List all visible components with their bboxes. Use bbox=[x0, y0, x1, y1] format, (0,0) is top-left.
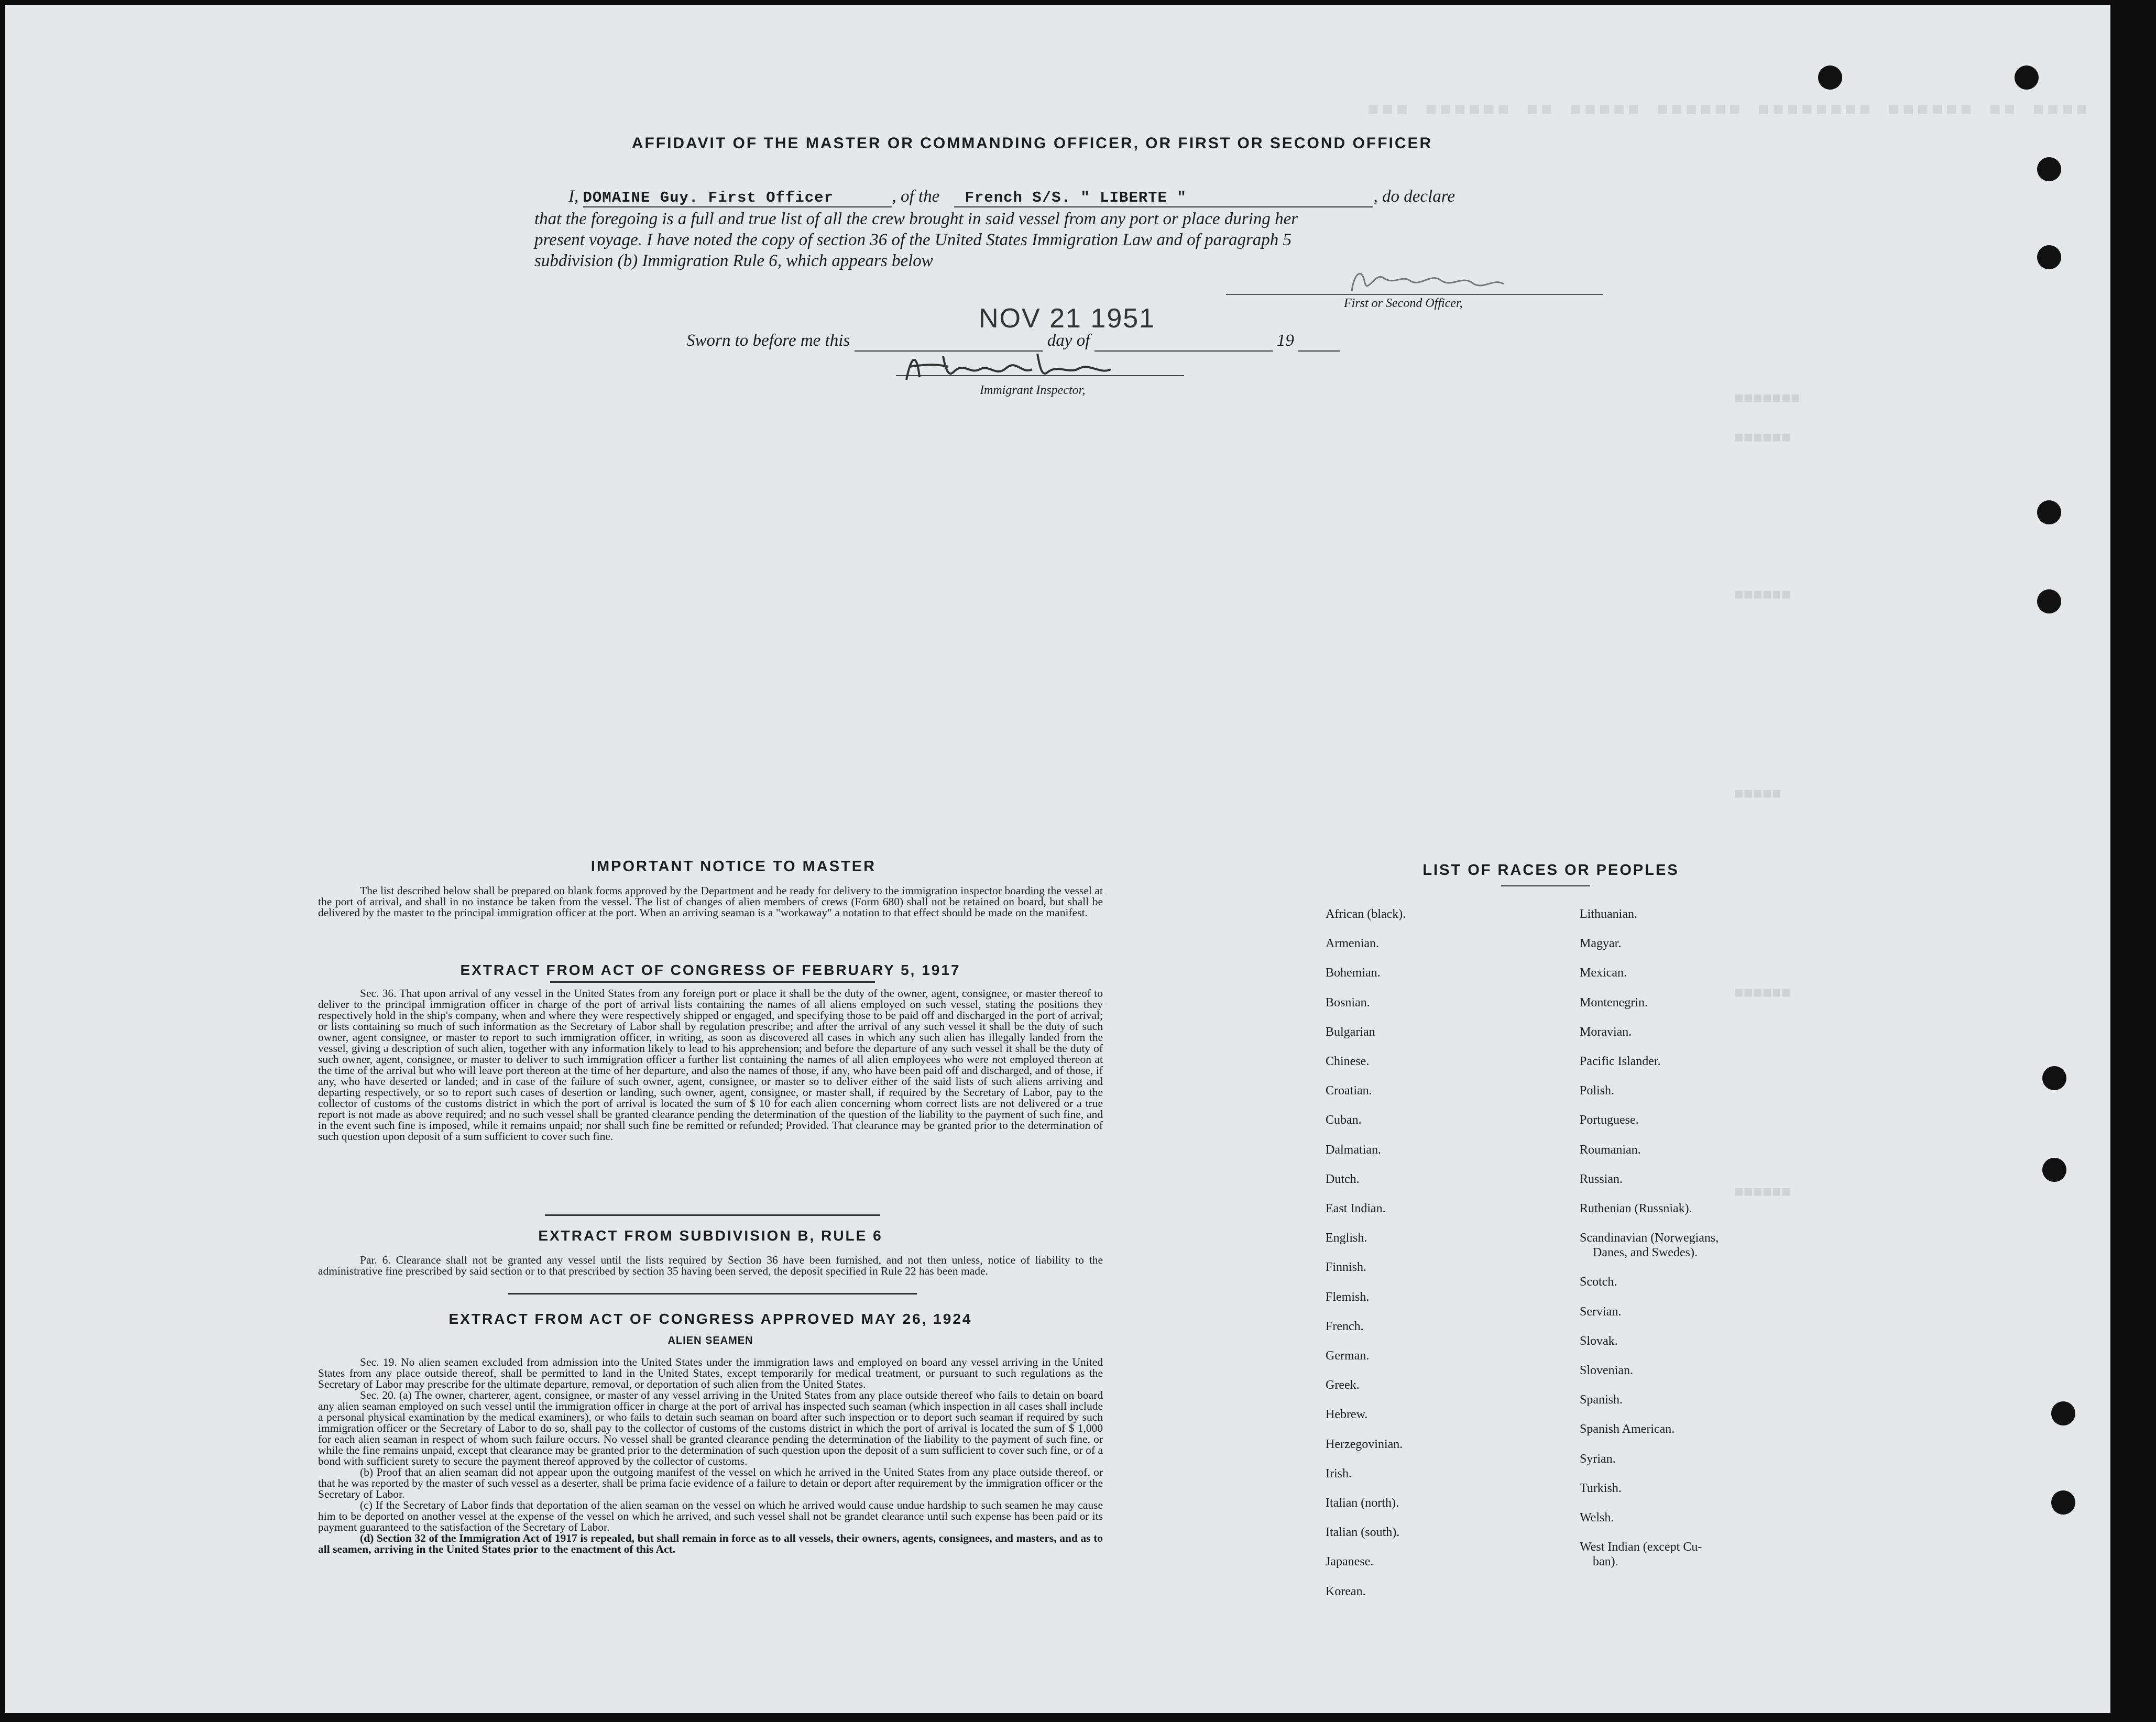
race-item: Pacific Islander. bbox=[1580, 1055, 1661, 1068]
race-item: Roumanian. bbox=[1580, 1143, 1641, 1157]
race-item: Bulgarian bbox=[1326, 1025, 1375, 1039]
race-item: English. bbox=[1326, 1231, 1367, 1245]
affidavit-title: AFFIDAVIT OF THE MASTER OR COMMANDING OFFICER, OR FIRST OR SECOND OFFICER bbox=[631, 135, 1433, 152]
officer-name-field bbox=[583, 187, 892, 207]
race-item: Slovenian. bbox=[1580, 1364, 1633, 1377]
race-item: Syrian. bbox=[1580, 1452, 1616, 1466]
section-19-paragraph: Sec. 19. No alien seamen excluded from admission into the United States under the immigration laws and employed on board any vessel arriving in the United States from any place outside thereof, shall be permitted to land in the United States, except temporarily for medical treatment, or pursuant to such regulations as the Secretary of Labor may prescribe for the ultimate departure, removal, or deportation of such alien from the United States. bbox=[318, 1356, 1103, 1390]
do-declare-label: , do declare bbox=[1373, 187, 1455, 206]
race-item: Hebrew. bbox=[1326, 1408, 1368, 1421]
rule-6-paragraph: Par. 6. Clearance shall not be granted any vessel until the lists required by Section 36 have been furnished, and not then unless, notice of liability to the administrative fine prescribed by said section or to that prescribed by section 35 having been served, the deposit specified in Rule 22 has been made. bbox=[318, 1254, 1103, 1277]
race-item: Finnish. bbox=[1326, 1260, 1367, 1274]
race-item: Korean. bbox=[1326, 1585, 1366, 1598]
punch-hole bbox=[2015, 65, 2039, 90]
sworn-prefix: Sworn to before me this bbox=[686, 331, 850, 350]
vessel-field bbox=[954, 187, 1373, 207]
race-item: Ruthenian (Russniak). bbox=[1580, 1202, 1692, 1215]
punch-hole bbox=[2042, 1066, 2066, 1090]
rule-6-title: EXTRACT FROM SUBDIVISION B, RULE 6 bbox=[538, 1227, 883, 1244]
race-item: Greek. bbox=[1326, 1378, 1360, 1392]
divider bbox=[1501, 885, 1590, 886]
race-item: Danes, and Swedes). bbox=[1593, 1246, 1698, 1259]
race-item: West Indian (except Cu- bbox=[1580, 1540, 1702, 1554]
punch-hole bbox=[1818, 65, 1842, 90]
punch-hole bbox=[2042, 1158, 2066, 1182]
extract-1917-title: EXTRACT FROM ACT OF CONGRESS OF FEBRUARY 5, 1917 bbox=[460, 962, 961, 978]
divider bbox=[550, 981, 875, 983]
race-item: African (black). bbox=[1326, 907, 1406, 921]
punch-hole bbox=[2051, 1490, 2075, 1515]
vessel-name: French S/S. " LIBERTE " bbox=[965, 189, 1187, 206]
bleed-through: ■■■ ■■■■■■ ■■ ■■■■■ ■■■■■■ ■■■■■■■■ ■■■■■■ ■■ ■■■■ bbox=[1367, 100, 2091, 121]
year-prefix: 19 bbox=[1276, 331, 1294, 350]
divider bbox=[508, 1293, 917, 1295]
section-20c-paragraph: (c) If the Secretary of Labor finds that deportation of the alien seaman on the vessel on which he arrived would cause undue hardship to such seamen he may cause him to be deported on another vessel at the expense of the vessel on which he arrived, and such vessel shall not be grandet clearance until such expense has been paid or its payment guaranteed to the satisfaction of the Secretary of Labor. bbox=[318, 1499, 1103, 1533]
race-item: Italian (north). bbox=[1326, 1496, 1399, 1510]
alien-seamen-subtitle: ALIEN SEAMEN bbox=[667, 1335, 753, 1346]
race-item: East Indian. bbox=[1326, 1202, 1386, 1215]
section-20d-paragraph: (d) Section 32 of the Immigration Act of 1917 is repealed, but shall remain in force as to all vessels, their owners, agents, consignees, and masters, and as to all seamen, arriving in the United States prior to the enactment of this Act. bbox=[318, 1532, 1103, 1555]
race-item: Chinese. bbox=[1326, 1055, 1370, 1068]
race-item: Scandinavian (Norwegians, bbox=[1580, 1231, 1719, 1245]
day-of-label: day of bbox=[1047, 331, 1090, 350]
punch-hole bbox=[2037, 245, 2061, 269]
race-item: Portuguese. bbox=[1580, 1113, 1639, 1127]
section-36-paragraph: Sec. 36. That upon arrival of any vessel in the United States from any foreign port or place it shall be the duty of the owner, agent, consignee, or master thereof to deliver to the principal immigration officer in charge of the port of arrival lists containing the names of all aliens employed on such vessel, stating the positions they respectively hold in the ship's company, when and where they were respectively shipped or engaged, and specifying those to be paid off and discharged in the port of arrival; or lists containing so much of such information as the Secretary of Labor shall by regulation prescribe; and after the arrival of any such vessel it shall be the duty of such owner, agent consignee, or master to report to such immigration officer, in writing, as soon as discovered all cases in which any such alien has illegally landed from the vessel, giving a description of such alien, together with any information likely to lead to his apprehension; and before the departure of any such vessel it shall be the duty of such owner, agent, consignee, or master to deliver to such immigration officer a further list containing the names of all alien employees who were not employed thereon at the time of the arrival but who will leave port thereon at the time of her departure, and also the names of those, if any, who have been paid off and discharged, and of those, if any, who have deserted or landed; and in case of the failure of such owner, agent, consignee, or master so to deliver either of the said lists of such aliens arriving and departing respectively, or so to report such cases of desertion or landing, such owner, agent, consignee, or master shall, if required by the Secretary of Labor, pay to the collector of customs of the customs district in which the port of arrival is located the sum of $ 10 for each alien concerning whom correct lists are not delivered or a true report is not made as above required; and no such vessel shall be granted clearance pending the determination of the question of the liability to the payment of such fine, and in the event such fine is imposed, while it remains unpaid; nor shall such fine be remitted or refunded; Provided. That clearance may be granted prior to the determination of such question upon deposit of a sum sufficient to cover such fine. bbox=[318, 987, 1103, 1143]
race-item: Scotch. bbox=[1580, 1275, 1617, 1289]
race-item: Russian. bbox=[1580, 1172, 1623, 1186]
bleed-through: ■■■■■■■ bbox=[1734, 390, 1801, 408]
punch-hole bbox=[2037, 589, 2061, 613]
race-item: Polish. bbox=[1580, 1084, 1615, 1098]
race-item: Dutch. bbox=[1326, 1172, 1360, 1186]
race-item: Cuban. bbox=[1326, 1113, 1362, 1127]
punch-hole bbox=[2037, 500, 2061, 524]
race-item: Slovak. bbox=[1580, 1334, 1618, 1348]
affidavit-prefix: I, bbox=[568, 187, 579, 206]
year-field bbox=[1298, 331, 1340, 352]
affidavit-line-1 bbox=[534, 187, 1530, 207]
race-item: German. bbox=[1326, 1349, 1370, 1363]
race-item: Welsh. bbox=[1580, 1511, 1614, 1524]
bleed-through: ■■■■■■ bbox=[1734, 430, 1791, 447]
punch-hole bbox=[2037, 157, 2061, 181]
race-item: Mexican. bbox=[1580, 966, 1627, 980]
race-item: Japanese. bbox=[1326, 1555, 1374, 1569]
notice-title: IMPORTANT NOTICE TO MASTER bbox=[590, 858, 877, 875]
of-the-label: , of the bbox=[892, 187, 940, 206]
affidavit-line-4: subdivision (b) Immigration Rule 6, which appears below bbox=[534, 251, 933, 270]
race-item: Bosnian. bbox=[1326, 996, 1370, 1010]
punch-hole bbox=[2051, 1401, 2075, 1425]
races-title: LIST OF RACES OR PEOPLES bbox=[1422, 862, 1679, 879]
race-item: Italian (south). bbox=[1326, 1526, 1400, 1539]
race-item: Magyar. bbox=[1580, 937, 1622, 950]
race-item: Turkish. bbox=[1580, 1482, 1622, 1495]
inspector-caption: Immigrant Inspector, bbox=[980, 383, 1086, 397]
race-item: Flemish. bbox=[1326, 1290, 1370, 1304]
notice-paragraph: The list described below shall be prepared on blank forms approved by the Department and be ready for delivery to the immigration inspector boarding the vessel at the port of arrival, and shall in no instance be taken from the vessel. The list of changes of alien members of crews (Form 680) shall not be retained on board, but shall be delivered by the master to the principal immigration officer at the port. When an arriving seaman is a "workaway" a notation to that effect should be made on the manifest. bbox=[318, 884, 1103, 919]
bleed-through: ■■■■■■ bbox=[1734, 1184, 1791, 1202]
bleed-through: ■■■■■ bbox=[1734, 786, 1782, 804]
affidavit-line-2: that the foregoing is a full and true list of all the crew brought in said vessel from any port or place during her bbox=[534, 210, 1298, 228]
race-item: Croatian. bbox=[1326, 1084, 1372, 1098]
extract-1917-text bbox=[318, 988, 1103, 1142]
race-item: Montenegrin. bbox=[1580, 996, 1648, 1010]
extract-1924-text bbox=[318, 1357, 1103, 1555]
bleed-through: ■■■■■■ bbox=[1734, 587, 1791, 605]
race-item: Spanish. bbox=[1580, 1393, 1623, 1407]
race-item: Moravian. bbox=[1580, 1025, 1632, 1039]
race-item: French. bbox=[1326, 1320, 1364, 1333]
rule-6-text bbox=[318, 1255, 1103, 1277]
race-item: Lithuanian. bbox=[1580, 907, 1637, 921]
officer-caption: First or Second Officer, bbox=[1344, 297, 1463, 310]
date-stamp: NOV 21 1951 bbox=[979, 303, 1156, 334]
document-page bbox=[5, 5, 2110, 1713]
race-item: Spanish American. bbox=[1580, 1422, 1675, 1436]
section-20a-paragraph: Sec. 20. (a) The owner, charterer, agent, consignee, or master of any vessel arriving in the United States from any place outside thereof who fails to detain on board any alien seaman employed on such vessel until the immigration officer in charge at the port of arrival has inspected such seaman (which inspection in all cases shall include a personal physical examination by the medical examiners), or who fails to detain such seaman on board after such inspection or to deport such seaman if required by such immigration officer or the Secretary of Labor to do so, shall pay to the collector of customs of the customs district in which the port of arrival is located the sum of $ 1,000 for each alien seaman in respect of whom such failure occurs. No vessel shall be granted clearance pending the determination of the liability to the payment of such fine, or while the fine remains unpaid, except that clearance may be granted prior to the determination of such question upon the deposit of a sum sufficient to cover such fine, or of a bond with sufficient surety to secure the payment thereof approved by the collector of customs. bbox=[318, 1389, 1103, 1467]
affidavit-line-3: present voyage. I have noted the copy of section 36 of the United States Immigration Law and of paragraph 5 bbox=[534, 231, 1292, 249]
race-item: Bohemian. bbox=[1326, 966, 1381, 980]
race-item: Herzegovinian. bbox=[1326, 1438, 1403, 1451]
divider bbox=[545, 1214, 880, 1216]
race-item: Armenian. bbox=[1326, 937, 1379, 950]
extract-1924-title: EXTRACT FROM ACT OF CONGRESS APPROVED MAY 26, 1924 bbox=[448, 1311, 972, 1327]
race-item: Irish. bbox=[1326, 1467, 1352, 1480]
section-20b-paragraph: (b) Proof that an alien seaman did not appear upon the outgoing manifest of the vessel on which he arrived in the United States from any place outside thereof, or that he was reported by the master of such vessel as a deserter, shall be prima facie evidence of a failure to detain or deport after requirement by the immigration officer or the Secretary of Labor. bbox=[318, 1466, 1103, 1500]
bleed-through: ■■■■■■ bbox=[1734, 985, 1791, 1003]
notice-text bbox=[318, 885, 1103, 918]
race-item: Servian. bbox=[1580, 1305, 1622, 1319]
race-item: ban). bbox=[1593, 1555, 1618, 1569]
race-item: Dalmatian. bbox=[1326, 1143, 1381, 1157]
officer-name: DOMAINE Guy. First Officer bbox=[583, 189, 834, 206]
